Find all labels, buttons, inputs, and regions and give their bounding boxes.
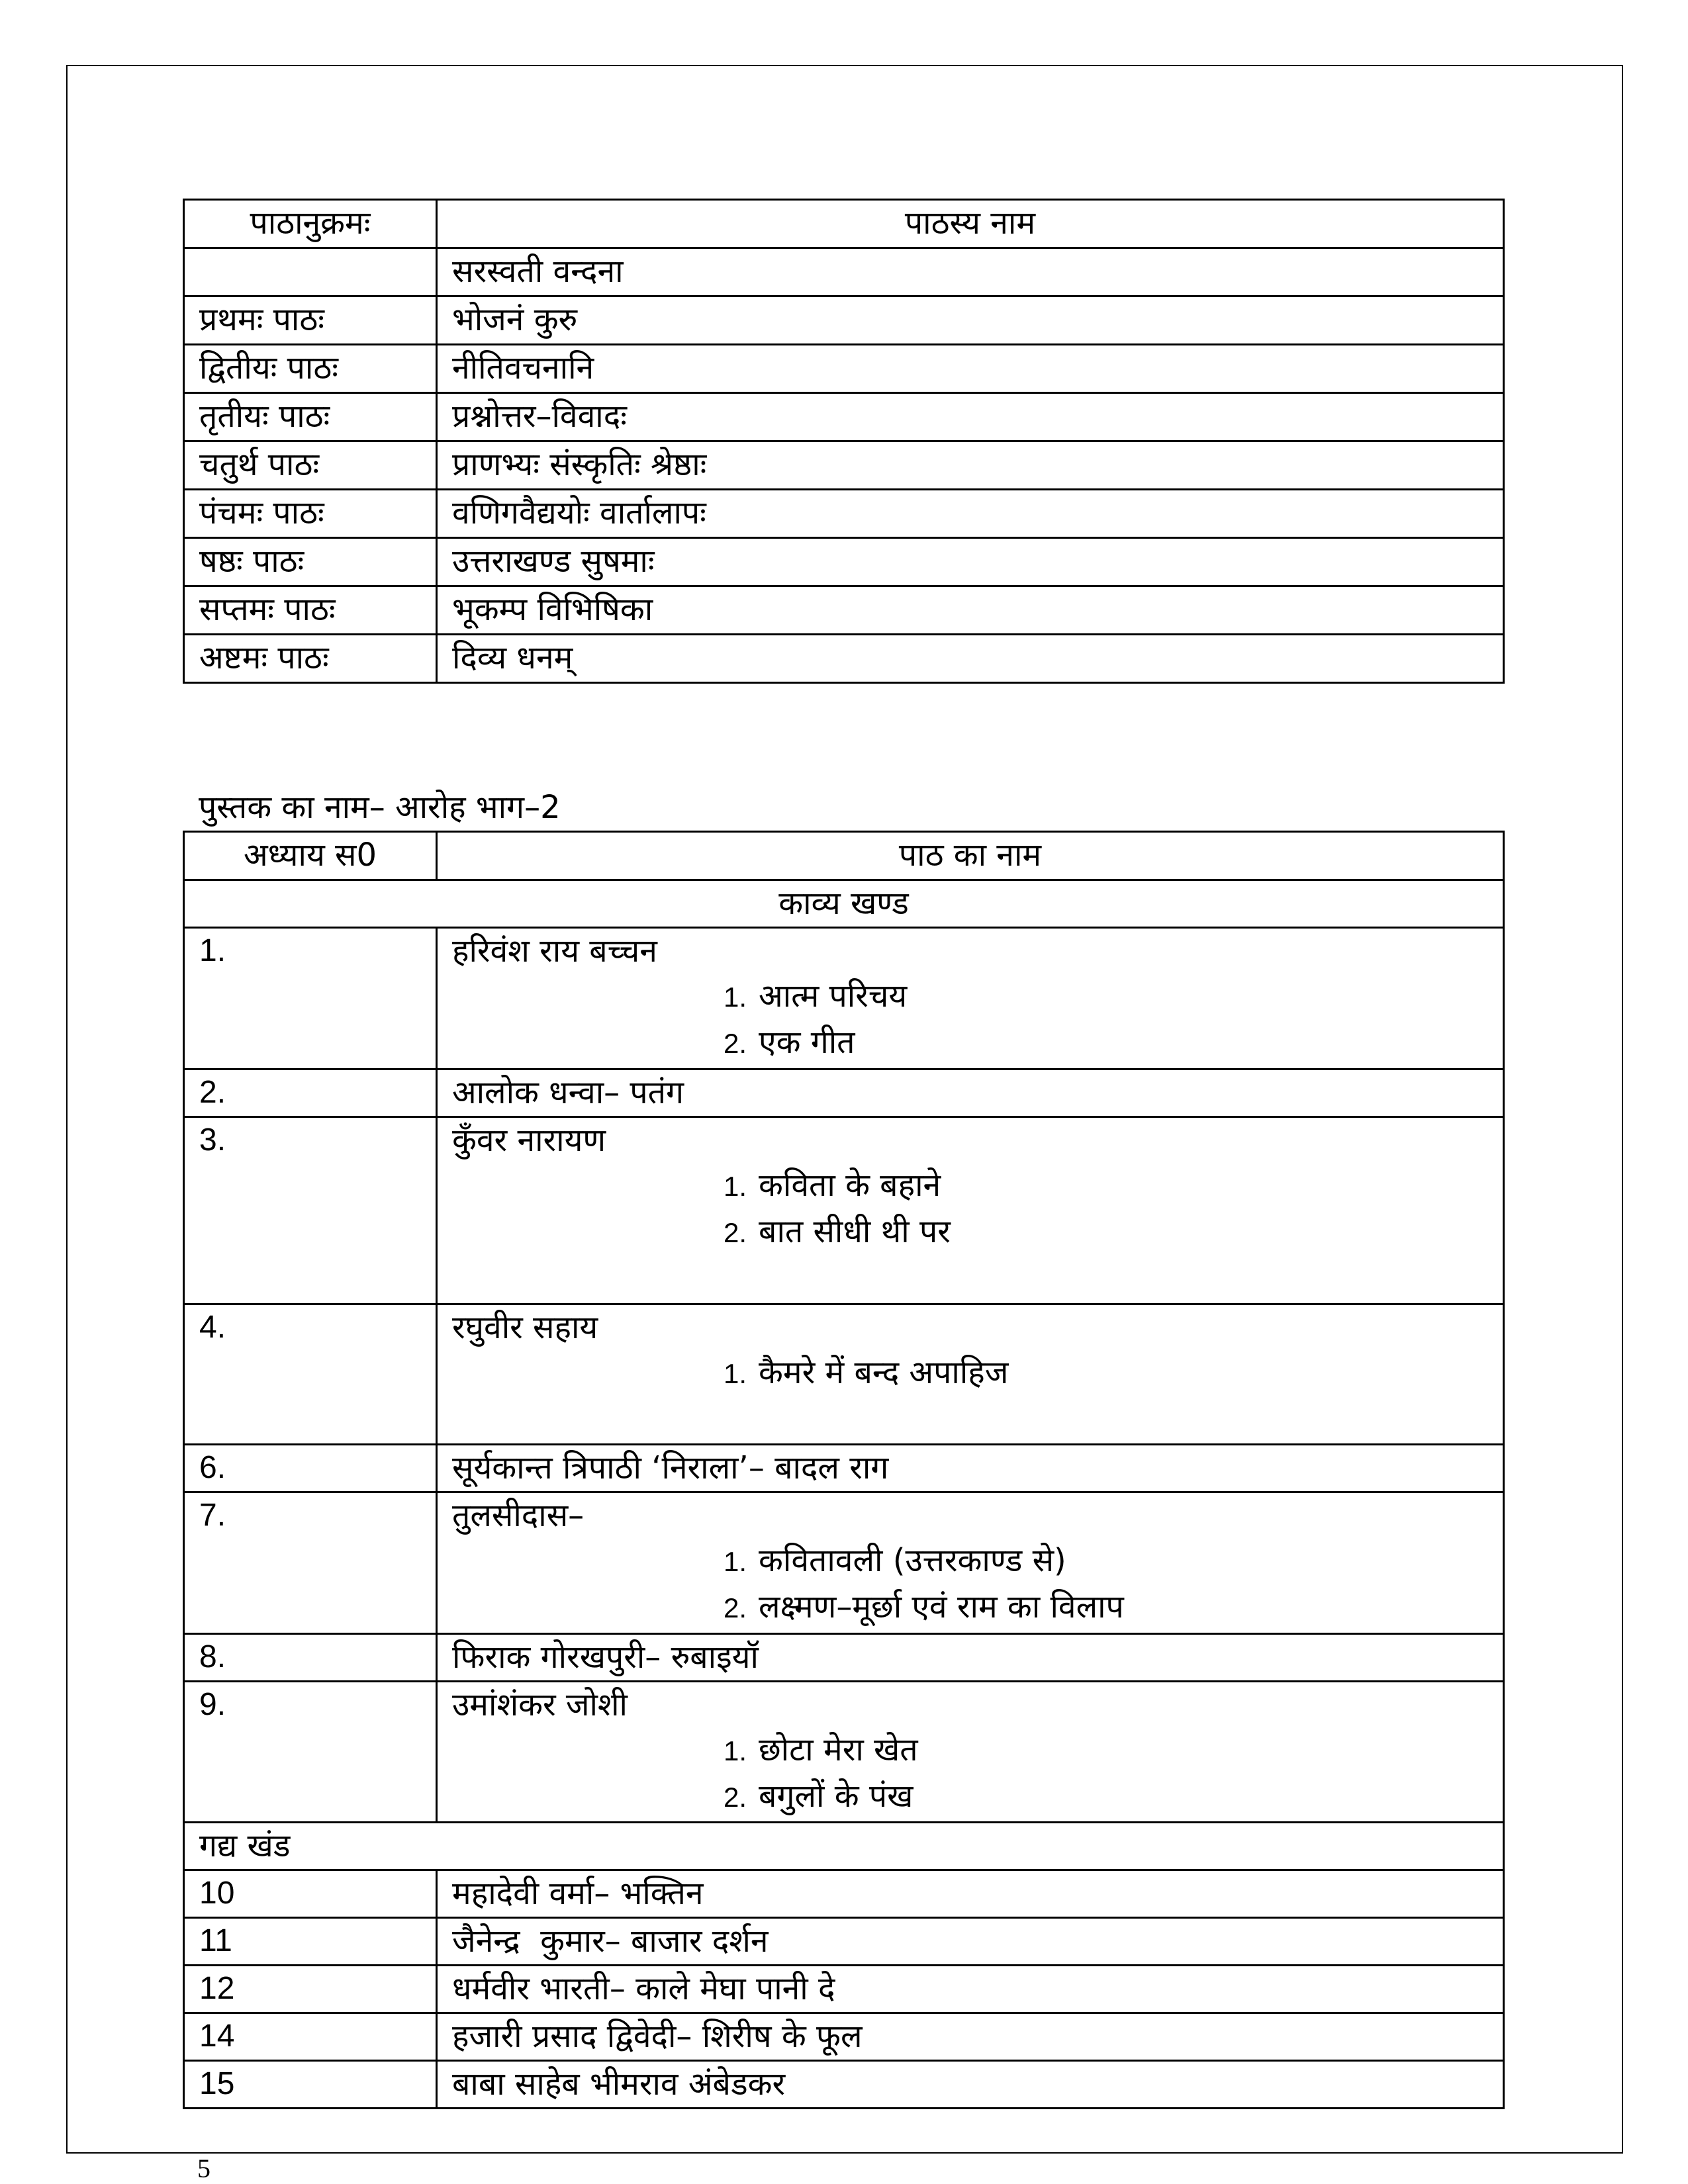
chapter-number: 4. bbox=[184, 1304, 437, 1445]
hindi-chapters-table bbox=[183, 831, 1505, 2109]
chapter-number: 12 bbox=[184, 1966, 437, 2013]
poem-item bbox=[452, 1774, 1488, 1820]
poem-title: छोटा मेरा खेत bbox=[759, 1731, 918, 1768]
poem-item bbox=[452, 1163, 1488, 1209]
poem-item bbox=[452, 1020, 1488, 1066]
poem-number: 1. bbox=[724, 981, 747, 1013]
chapter-number: 6. bbox=[184, 1445, 437, 1492]
table-row bbox=[184, 538, 1504, 586]
poem-title: लक्ष्मण–मूर्छा एवं राम का विलाप bbox=[759, 1588, 1124, 1625]
lesson-order: चतुर्थ पाठः bbox=[184, 441, 437, 490]
lesson-order: द्वितीयः पाठः bbox=[184, 345, 437, 393]
table-row bbox=[184, 1870, 1504, 1918]
chapter-number: 10 bbox=[184, 1870, 437, 1918]
lesson-order: तृतीयः पाठः bbox=[184, 393, 437, 441]
table-row bbox=[184, 490, 1504, 538]
lesson-name: भूकम्प विभिषिका bbox=[437, 586, 1504, 635]
section-title-poetry: काव्य खण्ड bbox=[184, 880, 1504, 928]
poem-title: बात सीधी थी पर bbox=[759, 1213, 951, 1250]
table-row bbox=[184, 635, 1504, 683]
header-lesson-name: पाठस्य नाम bbox=[437, 200, 1504, 248]
chapter-number: 15 bbox=[184, 2061, 437, 2109]
poem-item bbox=[452, 1727, 1488, 1774]
table-row bbox=[184, 1117, 1504, 1304]
table-header-row bbox=[184, 832, 1504, 880]
lesson-order: पंचमः पाठः bbox=[184, 490, 437, 538]
lesson-order: षष्ठः पाठः bbox=[184, 538, 437, 586]
lesson-order: प्रथमः पाठः bbox=[184, 296, 437, 345]
book-title: पुस्तक का नाम– आरोह भाग–2 bbox=[199, 789, 561, 826]
table-row bbox=[184, 1304, 1504, 1445]
poet-name: आलोक धन्वा– पतंग bbox=[452, 1074, 684, 1111]
page-number: 5 bbox=[197, 2154, 211, 2183]
section-row-poetry bbox=[184, 880, 1504, 928]
table-row bbox=[184, 1682, 1504, 1823]
poem-item bbox=[452, 1538, 1488, 1584]
table-row bbox=[184, 296, 1504, 345]
header-lesson-order: पाठानुक्रमः bbox=[184, 200, 437, 248]
poem-item bbox=[452, 1209, 1488, 1255]
poet-name: कुँवर नारायण bbox=[452, 1122, 606, 1159]
chapter-cell bbox=[437, 1682, 1504, 1823]
lesson-order: सप्तमः पाठः bbox=[184, 586, 437, 635]
table-row bbox=[184, 586, 1504, 635]
poem-number: 1. bbox=[724, 1171, 747, 1202]
chapter-number: 11 bbox=[184, 1918, 437, 1966]
table-row bbox=[184, 1492, 1504, 1634]
table-row bbox=[184, 1445, 1504, 1492]
poem-number: 1. bbox=[724, 1735, 747, 1766]
lesson-order bbox=[184, 248, 437, 296]
table-row bbox=[184, 393, 1504, 441]
lesson-name: उत्तराखण्ड सुषमाः bbox=[437, 538, 1504, 586]
chapter-number: 1. bbox=[184, 928, 437, 1069]
chapter-number: 2. bbox=[184, 1069, 437, 1117]
table-row bbox=[184, 928, 1504, 1069]
chapter-name: महादेवी वर्मा– भक्तिन bbox=[437, 1870, 1504, 1918]
chapter-cell bbox=[437, 1445, 1504, 1492]
table-row bbox=[184, 441, 1504, 490]
chapter-name: धर्मवीर भारती– काले मेघा पानी दे bbox=[437, 1966, 1504, 2013]
poem-item bbox=[452, 1584, 1488, 1631]
chapter-number: 7. bbox=[184, 1492, 437, 1634]
chapter-name: हजारी प्रसाद द्विवेदी– शिरीष के फूल bbox=[437, 2013, 1504, 2061]
chapter-name: जैनेन्द्र कुमार– बाजार दर्शन bbox=[437, 1918, 1504, 1966]
chapter-cell bbox=[437, 1634, 1504, 1682]
poet-name: सूर्यकान्त त्रिपाठी ‘निराला’– बादल राग bbox=[452, 1449, 889, 1486]
chapter-name: बाबा साहेब भीमराव अंबेडकर bbox=[437, 2061, 1504, 2109]
poem-number: 2. bbox=[724, 1592, 747, 1623]
poem-item bbox=[452, 1350, 1488, 1396]
table-row bbox=[184, 1069, 1504, 1117]
poem-number: 1. bbox=[724, 1546, 747, 1577]
poet-name: हरिवंश राय बच्चन bbox=[452, 933, 657, 970]
chapter-cell bbox=[437, 928, 1504, 1069]
poem-number: 2. bbox=[724, 1217, 747, 1248]
lesson-name: प्राणभ्यः संस्कृतिः श्रेष्ठाः bbox=[437, 441, 1504, 490]
chapter-number: 8. bbox=[184, 1634, 437, 1682]
chapter-number: 3. bbox=[184, 1117, 437, 1304]
lesson-name: नीतिवचनानि bbox=[437, 345, 1504, 393]
lesson-name: दिव्य धनम् bbox=[437, 635, 1504, 683]
table-row bbox=[184, 2061, 1504, 2109]
chapter-number: 9. bbox=[184, 1682, 437, 1823]
chapter-cell bbox=[437, 1304, 1504, 1445]
poem-title: कविता के बहाने bbox=[759, 1167, 941, 1204]
table-row bbox=[184, 2013, 1504, 2061]
table-row bbox=[184, 345, 1504, 393]
poet-name: तुलसीदास– bbox=[452, 1497, 585, 1534]
section-row-prose bbox=[184, 1823, 1504, 1870]
lesson-name: प्रश्नोत्तर–विवादः bbox=[437, 393, 1504, 441]
header-chapter-name: पाठ का नाम bbox=[437, 832, 1504, 880]
table-header-row bbox=[184, 200, 1504, 248]
poet-name: रघुवीर सहाय bbox=[452, 1309, 598, 1346]
poem-title: आत्म परिचय bbox=[759, 978, 908, 1015]
lesson-name: सरस्वती वन्दना bbox=[437, 248, 1504, 296]
table-row bbox=[184, 1918, 1504, 1966]
chapter-cell bbox=[437, 1069, 1504, 1117]
chapter-cell bbox=[437, 1117, 1504, 1304]
poem-title: एक गीत bbox=[759, 1024, 855, 1061]
section-title-prose: गद्य खंड bbox=[184, 1823, 1504, 1870]
lesson-name: वणिगवैद्ययोः वार्तालापः bbox=[437, 490, 1504, 538]
poem-title: कवितावली (उत्तरकाण्ड से) bbox=[759, 1542, 1066, 1579]
lesson-name: भोजनं कुरु bbox=[437, 296, 1504, 345]
sanskrit-lessons-table bbox=[183, 199, 1505, 684]
table-row bbox=[184, 1966, 1504, 2013]
table-row bbox=[184, 1634, 1504, 1682]
poem-item bbox=[452, 974, 1488, 1020]
poem-number: 1. bbox=[724, 1358, 747, 1389]
header-chapter-number: अध्याय स0 bbox=[184, 832, 437, 880]
poet-name: फिराक गोरखपुरी– रुबाइयॉ bbox=[452, 1639, 759, 1676]
poem-number: 2. bbox=[724, 1028, 747, 1059]
poem-title: कैमरे में बन्द अपाहिज bbox=[759, 1354, 1009, 1391]
poet-name: उमांशंकर जोशी bbox=[452, 1686, 628, 1723]
poem-title: बगुलों के पंख bbox=[759, 1778, 914, 1815]
table-row bbox=[184, 248, 1504, 296]
poem-number: 2. bbox=[724, 1782, 747, 1813]
lesson-order: अष्टमः पाठः bbox=[184, 635, 437, 683]
chapter-cell bbox=[437, 1492, 1504, 1634]
chapter-number: 14 bbox=[184, 2013, 437, 2061]
